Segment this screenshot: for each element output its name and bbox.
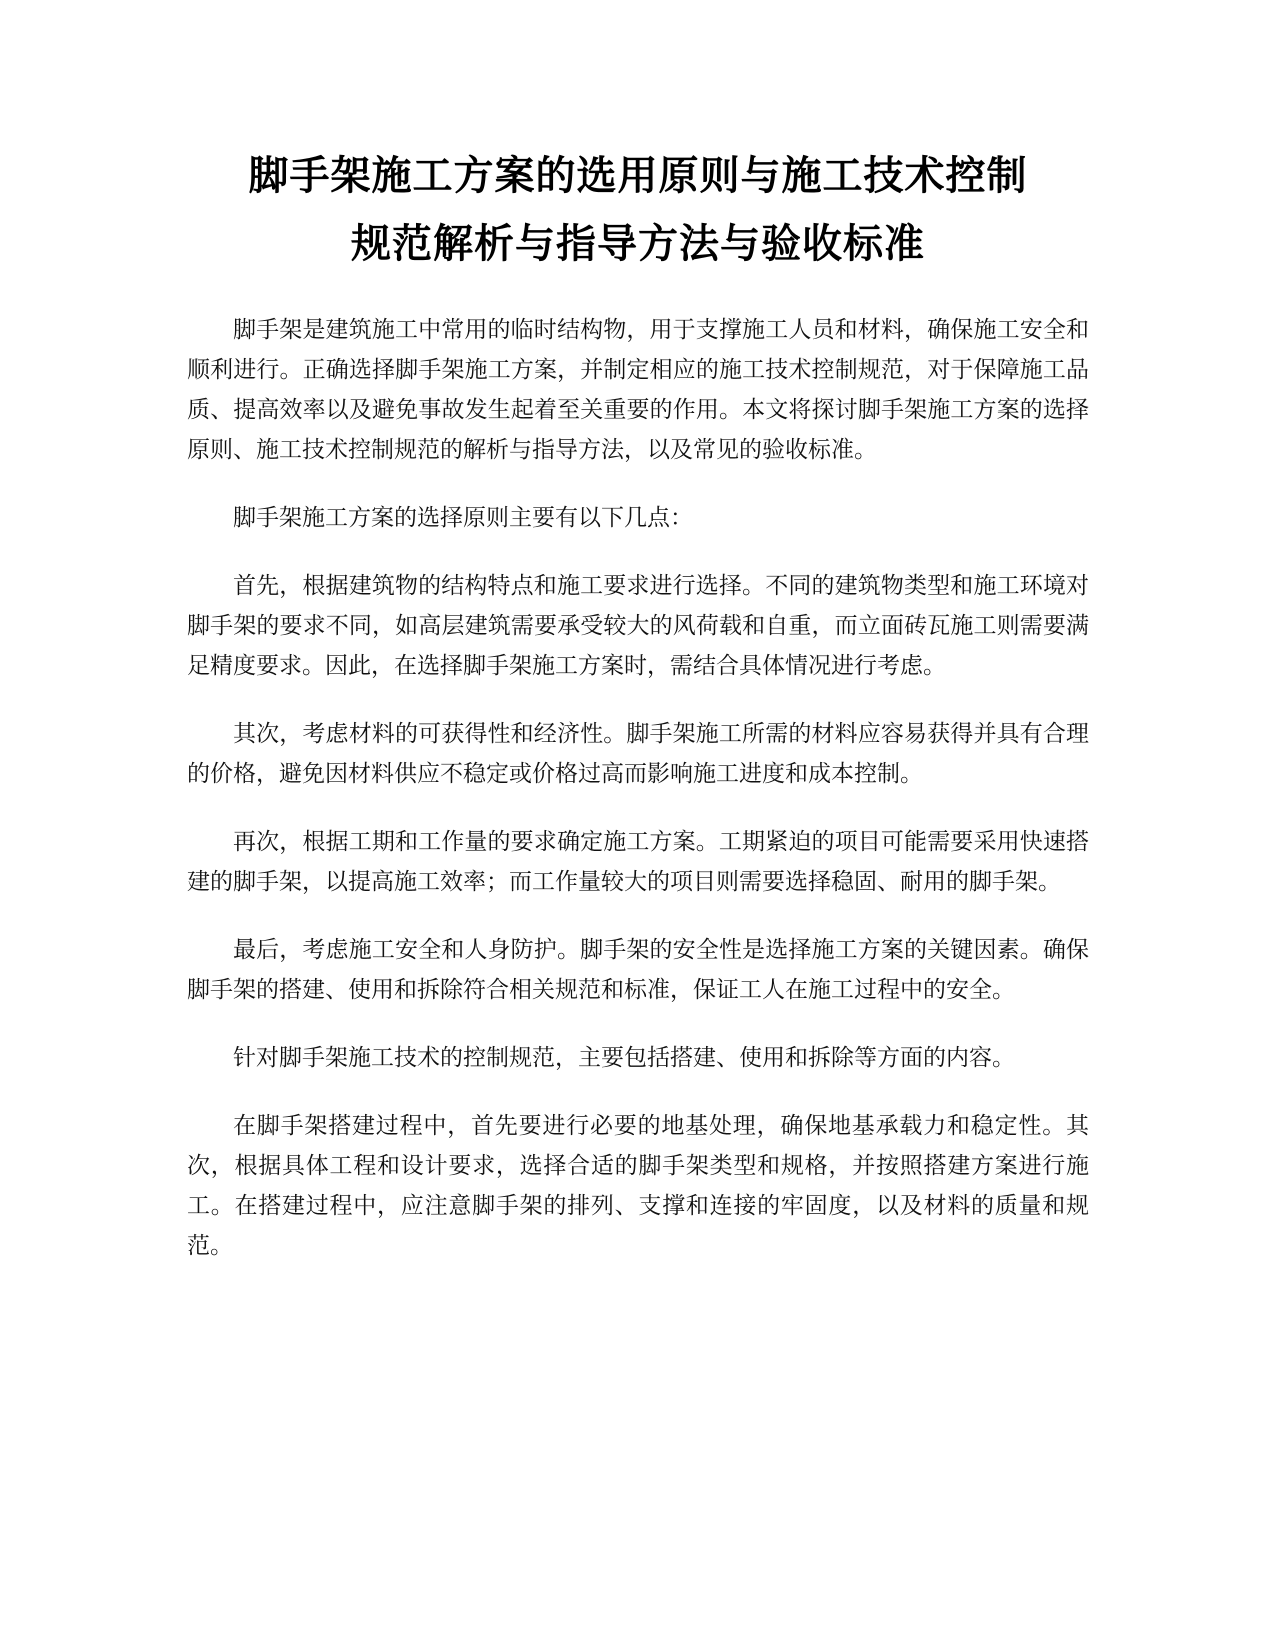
document-page xyxy=(187,142,1089,1294)
paragraph-principle-second: 其次，考虑材料的可获得性和经济性。脚手架施工所需的材料应容易获得并具有合理的价格，避免因材料供应不稳定或价格过高而影响施工进度和成本控制。 xyxy=(187,721,1089,787)
paragraph-control-spec: 针对脚手架施工技术的控制规范，主要包括搭建、使用和拆除等方面的内容。 xyxy=(233,1045,1015,1071)
paragraph-principle-third: 再次，根据工期和工作量的要求确定施工方案。工期紧迫的项目可能需要采用快速搭建的脚手架，以提高施工效率；而工作量较大的项目则需要选择稳固、耐用的脚手架。 xyxy=(187,829,1089,895)
paragraph-intro: 脚手架是建筑施工中常用的临时结构物，用于支撑施工人员和材料，确保施工安全和顺利进行。正确选择脚手架施工方案，并制定相应的施工技术控制规范，对于保障施工品质、提高效率以及避免事故发生起着至关重要的作用。本文将探讨脚手架施工方案的选择原则、施工技术控制规范的解析与指导方法，以及常见的验收标准。 xyxy=(187,317,1089,463)
paragraph-erection: 在脚手架搭建过程中，首先要进行必要的地基处理，确保地基承载力和稳定性。其次，根据具体工程和设计要求，选择合适的脚手架类型和规格，并按照搭建方案进行施工。在搭建过程中，应注意脚手架的排列、支撑和连接的牢固度，以及材料的质量和规范。 xyxy=(187,1113,1089,1259)
paragraph-principle-last: 最后，考虑施工安全和人身防护。脚手架的安全性是选择施工方案的关键因素。确保脚手架的搭建、使用和拆除符合相关规范和标准，保证工人在施工过程中的安全。 xyxy=(187,937,1089,1003)
document-body xyxy=(187,310,1089,1266)
paragraph-principle-first: 首先，根据建筑物的结构特点和施工要求进行选择。不同的建筑物类型和施工环境对脚手架的要求不同，如高层建筑需要承受较大的风荷载和自重，而立面砖瓦施工则需要满足精度要求。因此，在选择脚手架施工方案时，需结合具体情况进行考虑。 xyxy=(187,573,1089,679)
paragraph-principles-heading: 脚手架施工方案的选择原则主要有以下几点： xyxy=(233,505,693,531)
title-line-1: 脚手架施工方案的选用原则与施工技术控制 xyxy=(248,153,1028,199)
title-line-2: 规范解析与指导方法与验收标准 xyxy=(351,221,925,267)
document-title xyxy=(187,142,1089,278)
